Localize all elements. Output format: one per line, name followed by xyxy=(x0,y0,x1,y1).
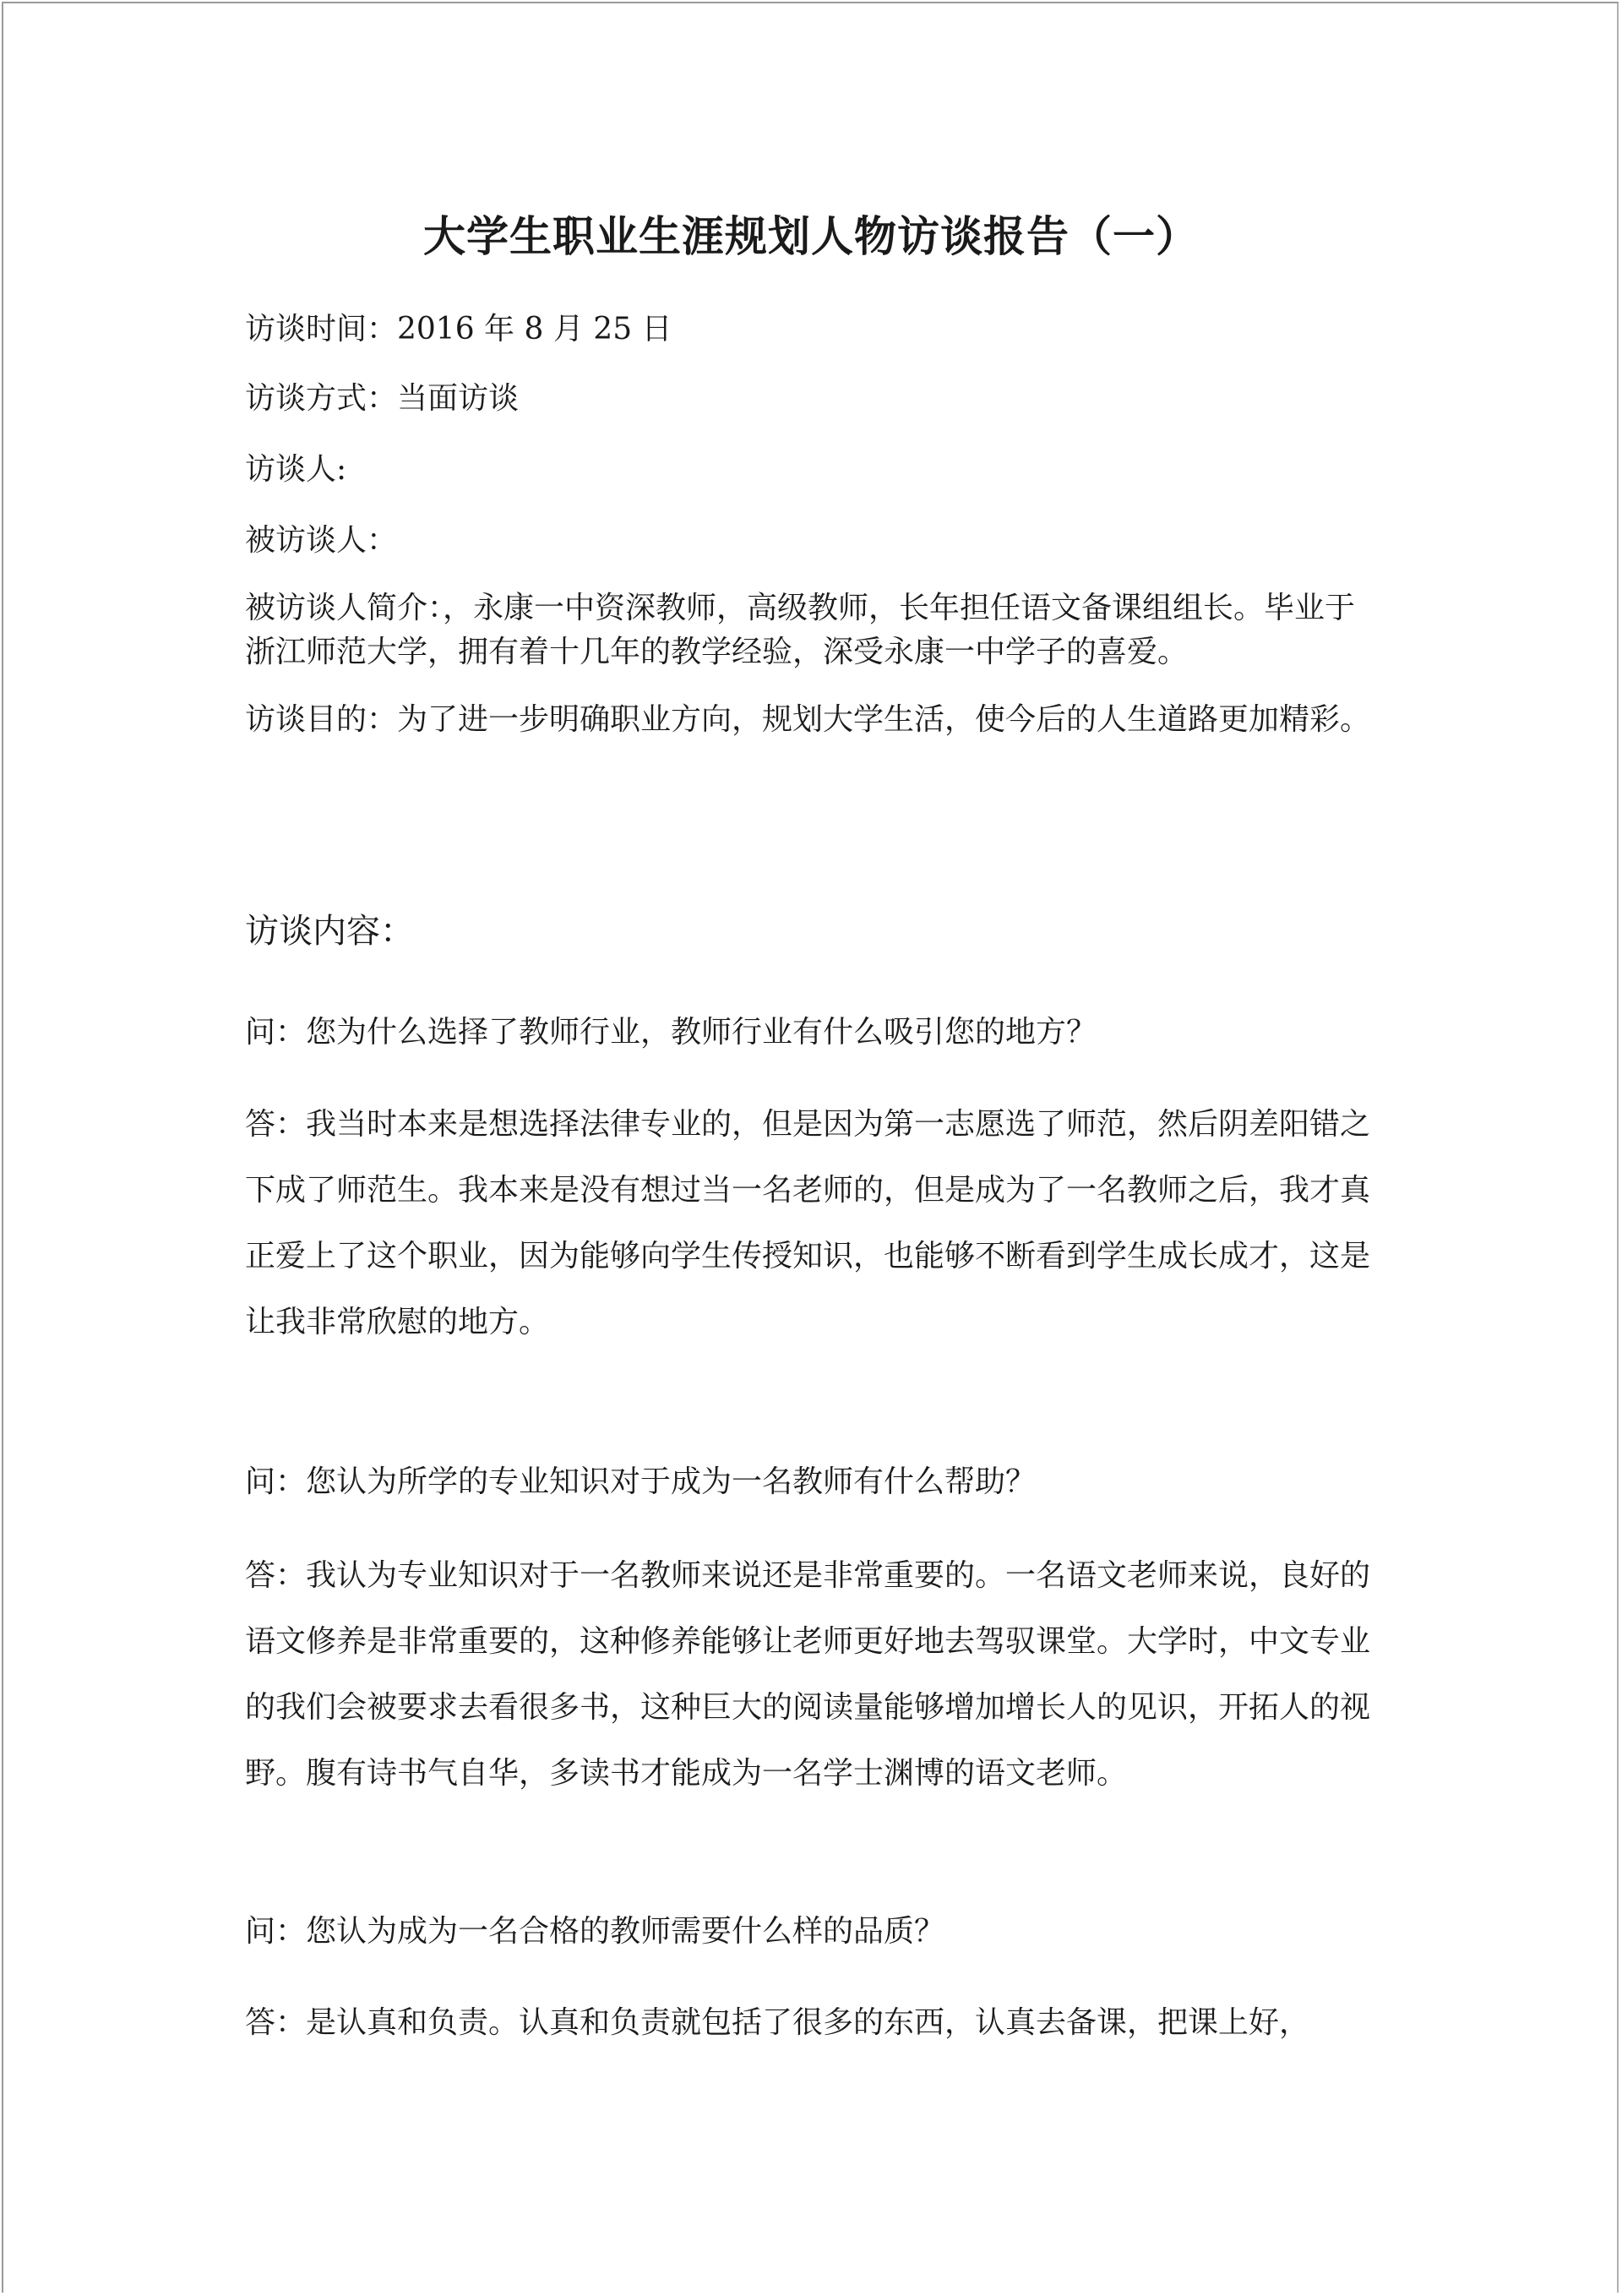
answer-1: 答：我当时本来是想选择法律专业的，但是因为第一志愿选了师范，然后阴差阳错之下成了师范生。我本来是没有想过当一名老师的，但是成为了一名教师之后，我才真正爱上了这个职业，因为能够向学生传授知识，也能够不断看到学生成长成才，这是让我非常欣慰的地方。 xyxy=(245,1107,1371,1339)
content-heading: 访谈内容： xyxy=(245,912,414,951)
interviewer: 访谈人: xyxy=(245,452,347,487)
interview-purpose: 访谈目的：为了进一步明确职业方向，规划大学生活，使今后的人生道路更加精彩。 xyxy=(245,702,1371,737)
question-1: 问：您为什么选择了教师行业，教师行业有什么吸引您的地方？ xyxy=(245,1015,1097,1050)
answer-2: 答：我认为专业知识对于一名教师来说还是非常重要的。一名语文老师来说，良好的语文修养是非常重要的，这种修养能够让老师更好地去驾驭课堂。大学时，中文专业的我们会被要求去看很多书，这种巨大的阅读量能够增加增长人的见识，开拓人的视野。腹有诗书气自华，多读书才能成为一名学士渊博的语文老师。 xyxy=(245,1558,1371,1791)
interview-method: 访谈方式：当面访谈 xyxy=(245,381,520,416)
document-title: 大学生职业生涯规划人物访谈报告（一） xyxy=(423,211,1199,261)
interviewee: 被访谈人： xyxy=(245,523,398,558)
interview-time: 访谈时间：2016 年 8 月 25 日 xyxy=(245,312,672,346)
answer-3: 答：是认真和负责。认真和负责就包括了很多的东西，认真去备课，把课上好， xyxy=(245,2005,1310,2040)
question-3: 问：您认为成为一名合格的教师需要什么样的品质？ xyxy=(245,1914,945,1949)
interviewee-intro: 被访谈人简介：，永康一中资深教师，高级教师，长年担任语文备课组组长。毕业于浙江师范大学，拥有着十几年的教学经验，深受永康一中学子的喜爱。 xyxy=(245,591,1356,669)
question-2: 问：您认为所学的专业知识对于成为一名教师有什么帮助？ xyxy=(245,1464,1037,1499)
